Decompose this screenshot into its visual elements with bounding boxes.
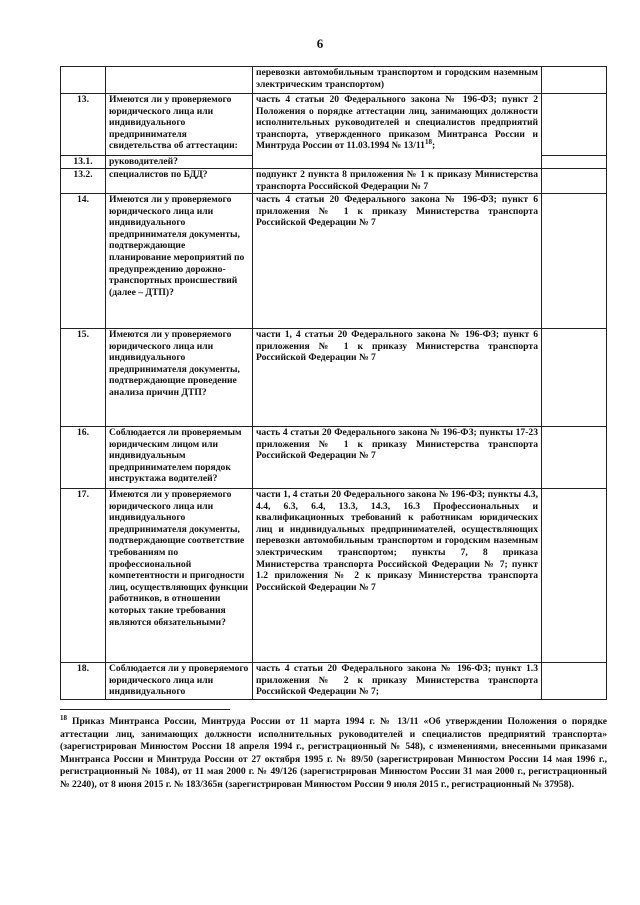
page-number: 6: [316, 36, 324, 51]
answer-cell: [542, 194, 607, 329]
question-cell: руководителей?: [106, 156, 253, 169]
row-number: 18.: [61, 663, 106, 700]
row-number: 13.: [61, 94, 106, 156]
question-cell: Имеются ли у проверяемого юридического лица или индивидуального предпринимателя документы, подтверждающие планирование мероприятий по предупреждению дорожно-транспортных происшествий (далее – ДТП)?: [106, 194, 253, 329]
legal-basis-cell: часть 4 статьи 20 Федерального закона № 196-ФЗ; пункты 17-23 приложения № 1 к приказу Министерства транспорта Российской Федерации № 7: [253, 427, 542, 489]
question-cell: [106, 67, 253, 94]
row-number: 16.: [61, 427, 106, 489]
legal-basis-cell: перевозки автомобильным транспортом и городским наземным электрическим транспортом): [253, 67, 542, 94]
answer-cell: [542, 67, 607, 94]
answer-cell: [542, 169, 607, 194]
legal-basis-cell: части 1, 4 статьи 20 Федерального закона № 196-ФЗ; пункты 4.3, 4.4, 6.3, 6.4, 13.3, 14.3, 16.3 Профессиональных и квалификационных требований к работникам юридических лиц и индивидуальных предпринимателей, осуществляющих перевозки автомобильным транспортом и городским наземным электрическим транспортом; пункты 7, 8 приказа Министерства транспорта Российской Федерации № 7; пункт 1.2 приложения № 2 к приказу Министерства транспорта Российской Федерации № 7: [253, 489, 542, 663]
question-cell: специалистов по БДД?: [106, 169, 253, 194]
answer-cell: [542, 663, 607, 700]
answer-cell: [542, 94, 607, 156]
footnote: [60, 713, 607, 792]
row-number: 13.2.: [61, 169, 106, 194]
legal-basis-cell: подпункт 2 пункта 8 приложения № 1 к приказу Министерства транспорта Российской Федерации № 7: [253, 169, 542, 194]
legal-basis-tail: ;: [431, 140, 436, 152]
row-number: 17.: [61, 489, 106, 663]
row-number: 13.1.: [61, 156, 106, 169]
answer-cell: [542, 156, 607, 169]
question-cell: Соблюдается ли у проверяемого юридического лица или индивидуального: [106, 663, 253, 700]
question-cell: Имеются ли у проверяемого юридического лица или индивидуального предпринимателя свидетельства об аттестации:: [106, 94, 253, 156]
question-cell: Имеются ли у проверяемого юридического лица или индивидуального предпринимателя документы, подтверждающие проведение анализа причин ДТП?: [106, 329, 253, 427]
footnote-marker: 18: [60, 713, 67, 722]
question-cell: Имеются ли у проверяемого юридического лица или индивидуального предпринимателя документы, подтверждающие соответствие требованиям по профессиональной компетентности и пригодности лиц, осуществляющих функции работников, в отношении которых такие требования являются обязательными?: [106, 489, 253, 663]
legal-basis-cell: части 1, 4 статьи 20 Федерального закона № 196-ФЗ; пункт 6 приложения № 1 к приказу Министерства транспорта Российской Федерации № 7: [253, 329, 542, 427]
question-cell: Соблюдается ли проверяемым юридическим лицом или индивидуальным предпринимателем порядок инструктажа водителей?: [106, 427, 253, 489]
table-row: [61, 94, 607, 156]
table-row: [61, 489, 607, 663]
row-number: [61, 67, 106, 94]
answer-cell: [542, 427, 607, 489]
footnote-separator: [60, 709, 230, 710]
table-row: [61, 427, 607, 489]
answer-cell: [542, 489, 607, 663]
table-row: [61, 67, 607, 94]
legal-basis-cell: [253, 94, 542, 169]
table-row: [61, 194, 607, 329]
footnote-text: Приказ Минтранса России, Минтруда России от 11 марта 1994 г. № 13/11 «Об утверждении Положения о порядке аттестации лиц, занимающих должности исполнительных руководителей и специалистов предприятий транспорта» (зарегистрирован Минюстом России 18 апреля 1994 г., регистрационный № 548), с изменениями, внесенными приказами Минтранса России и Минтруда России от 27 октября 1995 г. № 89/50 (зарегистрирован Минюстом России 14 мая 1996 г., регистрационный № 1084), от 11 мая 2000 г. № 49/126 (зарегистрирован Минюстом России 31 мая 2000 г., регистрационный № 2240), от 8 июня 2015 г. № 183/365н (зарегистрирован Минюстом России 9 июля 2015 г., регистрационный № 37958).: [60, 716, 607, 790]
table-row: [61, 663, 607, 700]
row-number: 14.: [61, 194, 106, 329]
table-row: [61, 169, 607, 194]
checklist-table: [60, 66, 607, 700]
answer-cell: [542, 329, 607, 427]
legal-basis-cell: часть 4 статьи 20 Федерального закона № 196-ФЗ; пункт 6 приложения № 1 к приказу Министерства транспорта Российской Федерации № 7: [253, 194, 542, 329]
row-number: 15.: [61, 329, 106, 427]
legal-basis-cell: часть 4 статьи 20 Федерального закона № 196-ФЗ; пункт 1.3 приложения № 2 к приказу Министерства транспорта Российской Федерации № 7;: [253, 663, 542, 700]
table-row: [61, 329, 607, 427]
footnote-reference: 18: [424, 138, 432, 147]
legal-basis-text: часть 4 статьи 20 Федерального закона № 196-ФЗ; пункт 2 Положения о порядке аттестации лиц, занимающих должности исполнительных руководителей и специалистов предприятий транспорта, утвержденного приказом Минтранса России и Минтруда России от 11.03.1994 № 13/11: [256, 94, 538, 152]
